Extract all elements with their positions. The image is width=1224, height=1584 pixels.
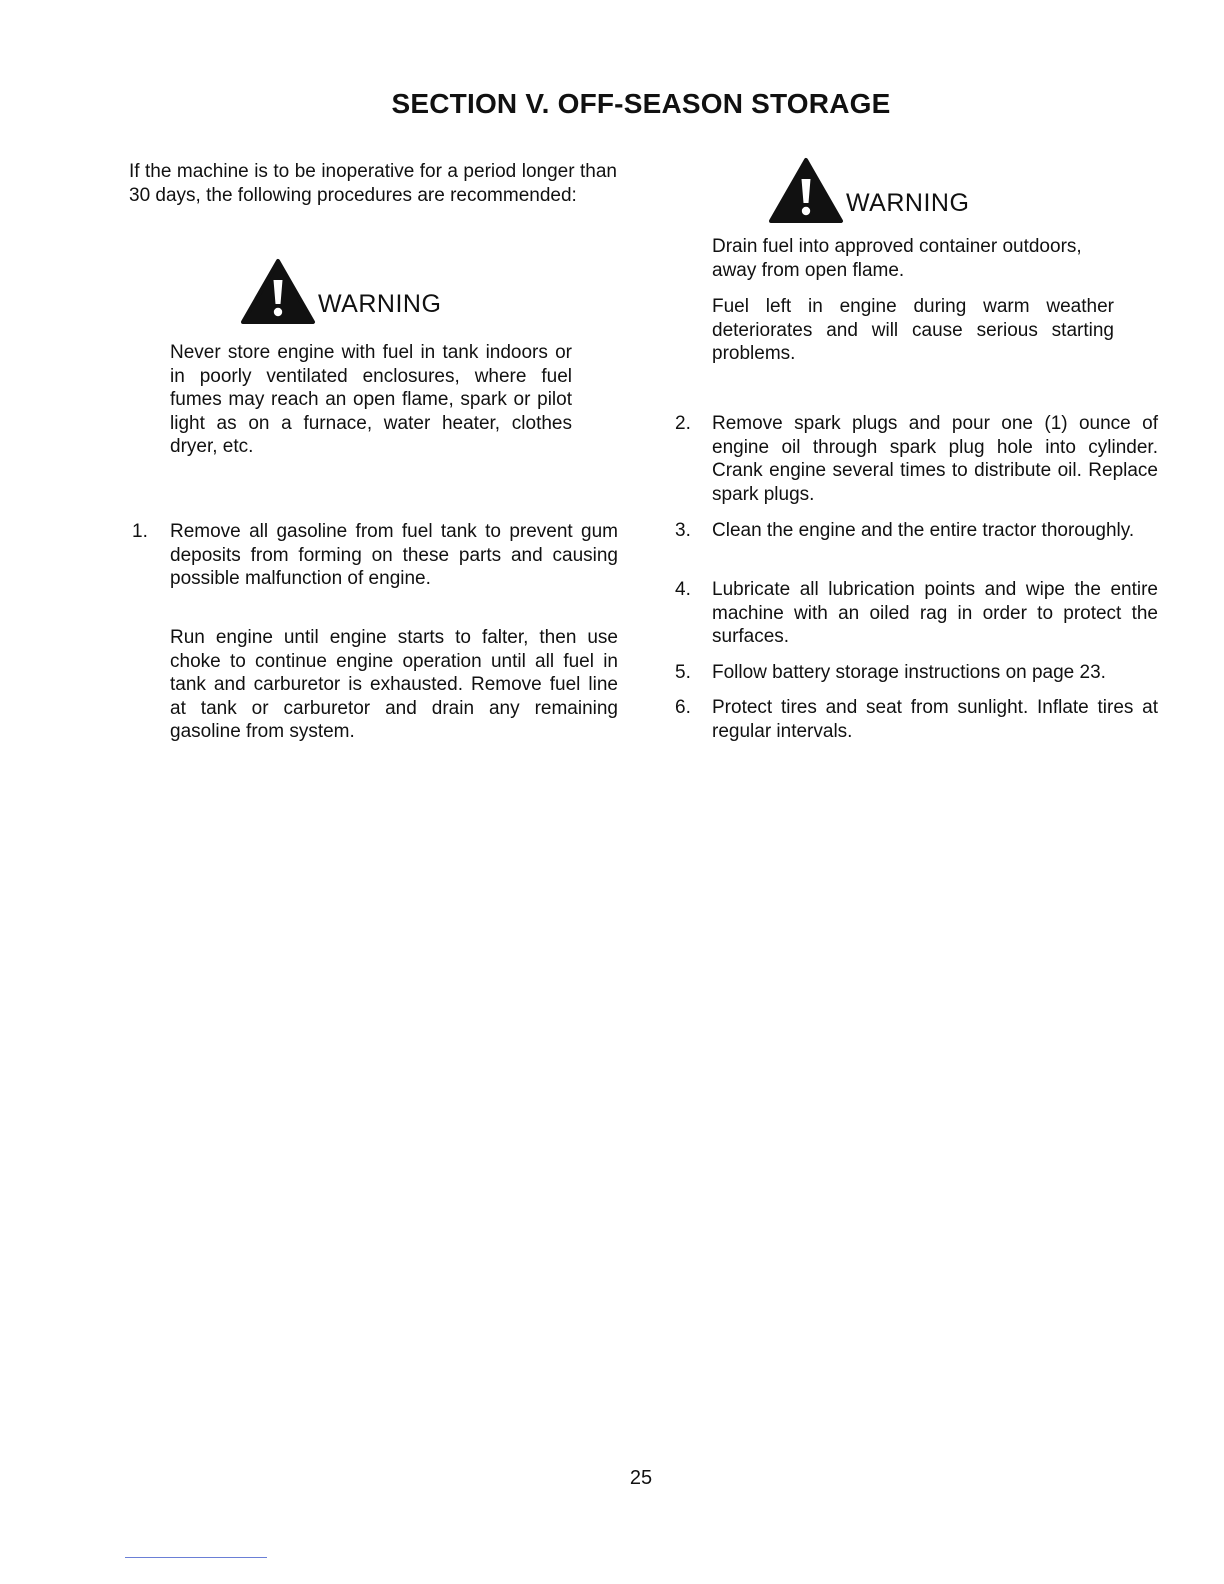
step-4-text: Lubricate all lubrication points and wipe the entire machine with an oiled rag in order to protect the surfaces. <box>712 579 1158 647</box>
section-title: SECTION V. OFF-SEASON STORAGE <box>391 88 891 119</box>
step-number-6: 6. <box>675 697 691 718</box>
warning-label: WARNING <box>846 189 970 217</box>
warning-triangle-icon <box>240 258 316 325</box>
step-6-text: Protect tires and seat from sunlight. Inflate tires at regular intervals. <box>712 697 1158 742</box>
intro-paragraph: If the machine is to be inoperative for a period longer than 30 days, the following procedures are recommended: <box>129 161 617 206</box>
warning-text-1: Never store engine with fuel in tank indoors or in poorly ventilated enclosures, where fuel fumes may reach an open flame, spark or pilot light as on a furnace, water heater, clothes dryer, etc. <box>170 342 572 457</box>
page-number: 25 <box>629 1467 653 1489</box>
step-1-text-b: Run engine until engine starts to falter, then use choke to continue engine operation until all fuel in tank and carburetor is exhausted. Remove fuel line at tank or carburetor and drain any remaining gasoline from system. <box>170 627 618 742</box>
step-number-2: 2. <box>675 413 691 434</box>
step-number-3: 3. <box>675 520 691 541</box>
warning-text-2b: Fuel left in engine during warm weather deteriorates and will cause serious starting problems. <box>712 296 1114 364</box>
step-number-1: 1. <box>132 521 148 542</box>
step-3-text: Clean the engine and the entire tractor thoroughly. <box>712 520 1135 541</box>
warning-heading-2 <box>768 157 969 224</box>
warning-heading-1 <box>240 258 441 325</box>
step-5-text: Follow battery storage instructions on page 23. <box>712 662 1106 683</box>
step-2-text: Remove spark plugs and pour one (1) ounce of engine oil through spark plug hole into cylinder. Crank engine several times to distribute oil. Replace spark plugs. <box>712 413 1158 505</box>
warning-text-2a: Drain fuel into approved container outdoors, away from open flame. <box>712 236 1082 281</box>
step-number-4: 4. <box>675 579 691 600</box>
warning-label: WARNING <box>318 290 442 318</box>
step-number-5: 5. <box>675 662 691 683</box>
footer-rule <box>125 1557 267 1558</box>
warning-triangle-icon <box>768 157 844 224</box>
step-1-text-a: Remove all gasoline from fuel tank to prevent gum deposits from forming on these parts and causing possible malfunction of engine. <box>170 521 618 589</box>
